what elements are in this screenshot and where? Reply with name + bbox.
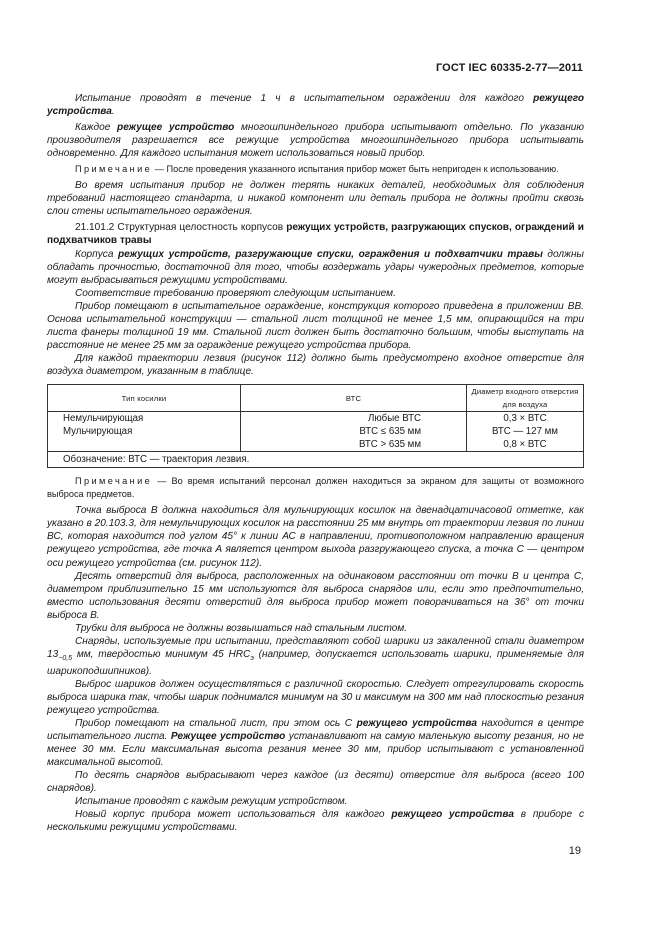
table-header-row bbox=[48, 384, 584, 411]
table-header-diameter: Диаметр входного отверстия для воздуха bbox=[467, 384, 584, 411]
paragraph-ball-speed: Выброс шариков должен осуществляться с различной скоростью. Следует отрегулировать скорость выброса шарика так, чтобы шарик поднимался минимум на 30 и максимум на 300 мм над плоскостью резания режущего устройства. bbox=[47, 678, 584, 717]
paragraph-test-enclosure: Прибор помещают в испытательное ограждение, конструкция которого приведена в приложении ВВ. Основа испытательной конструкции — стальной лист толщиной не менее 1,5 мм, опирающийся на три листа фанеры толщиной 19 мм. Стальной лист должен быть достаточно большим, чтобы выступать на расстояние не менее 25 мм за ограждение режущего устройства прибора. bbox=[47, 300, 584, 351]
paragraph-air-inlet: Для каждой траектории лезвия (рисунок 112) должно быть предусмотрено входное отверстие для воздуха диаметром, указанным в таблице. bbox=[47, 352, 584, 377]
table-cell-types: Немульчирующая Мульчирующая bbox=[48, 412, 241, 452]
clause-21-101-2: 21.101.2 Структурная целостность корпусов режущих устройств, разгружающих спусков, ограждений и подхватчиков травы bbox=[47, 222, 584, 247]
page-content bbox=[47, 92, 584, 835]
document-code-header: ГОСТ IEC 60335-2-77—2011 bbox=[435, 62, 583, 74]
paragraph-housings-strength: Корпуса режущих устройств, разгружающие спуски, ограждения и подхватчики травы должны обладать прочностью, достаточной для того, чтобы воздержать удары чужеродных предметов, которые могут выбрасываться режущими устройствами. bbox=[47, 248, 584, 286]
paragraph-projectiles: Снаряды, используемые при испытании, представляют собой шарики из закаленной стали диаметром $13_{-0,5}$ мм, твердостью минимум 45 $HRC_э$ (например, допускается использовать шарики, применяемые для шарикоподшипников). bbox=[47, 635, 584, 677]
air-inlet-table bbox=[47, 384, 584, 468]
table-row bbox=[48, 412, 584, 452]
paragraph-tubes: Трубки для выброса не должны возвышаться над стальным листом. bbox=[75, 622, 408, 634]
paragraph-multispindle: Каждое режущее устройство многошпиндельного прибора испытывают отдельно. По указанию производителя разрешается все режущие устройства многошпиндельного прибора испытывать одновременно. Для каждого испытания может использоваться новый прибор. bbox=[47, 122, 584, 160]
table-footnote-row bbox=[48, 452, 584, 468]
paragraph-ten-projectiles: По десять снарядов выбрасывают через каждое (из десяти) отверстие для выброса (всего 100 снарядов). bbox=[47, 770, 584, 795]
paragraph-ten-holes: Десять отверстий для выброса, расположенных на одинаковом расстоянии от точки В и центра С, диаметром приблизительно 15 мм используются для выброса снарядов или, если это предпочтительно, вместо использования десяти отверстий для выброса прибор может поворачиваться на 36° от точки выброса В. bbox=[47, 570, 584, 621]
table-footnote: Обозначение: ВТС — траектория лезвия. bbox=[48, 452, 584, 468]
paragraph-test-duration: Испытание проводят в течение 1 ч в испытательном ограждении для каждого режущего устройства. bbox=[47, 93, 584, 118]
table-header-btc: ВТС bbox=[241, 384, 467, 411]
table-header-mower-type: Тип косилки bbox=[48, 384, 241, 411]
paragraph-each-device: Испытание проводят с каждым режущим устройством. bbox=[75, 796, 348, 808]
paragraph-compliance: Соответствие требованию проверяют следующим испытанием. bbox=[75, 287, 396, 299]
note-after-test: Примечание — После проведения указанного испытания прибор может быть непригоден к использованию. bbox=[75, 164, 559, 175]
paragraph-no-parts-lost: Во время испытания прибор не должен терять никаких деталей, необходимых для соблюдения требований настоящего стандарта, и никакой компонент или деталь прибора не должны пройти сквозь слои стены испытательного ограждения. bbox=[47, 180, 584, 218]
paragraph-placement: Прибор помещают на стальной лист, при этом ось С режущего устройства находится в центре испытательного листа. Режущее устройство устанавливают на самую маленькую высоту резания, но не менее 30 мм. Если максимальная высота резания менее 30 мм, прибор испытывают с установленной максимальной высотой. bbox=[47, 718, 584, 769]
note-personnel-screen: Примечание — Во время испытаний персонал должен находиться за экраном для защиты от возможного выброса предметов. bbox=[47, 476, 584, 500]
table-cell-diameter: 0,3 × ВТС ВТС — 127 мм 0,8 × ВТС bbox=[467, 412, 584, 452]
table-cell-btc: Любые ВТС ВТС ≤ 635 мм ВТС > 635 мм bbox=[241, 412, 467, 452]
page-number: 19 bbox=[568, 845, 581, 857]
paragraph-discharge-point: Точка выброса В должна находиться для мульчирующих косилок на двенадцатичасовой отметке, как указано в 20.103.3, для немульчирующих косилок на расстоянии 25 мм внутрь от траектории лезвия по линии ВС, которая находится под углом 45° к линии АС в направлении, противоположном направлению вращения режущего устройства, где точка А является центром выхода разгружающего спуска, а точка С — центром оси режущего устройства (см. рисунок 112). bbox=[47, 505, 584, 569]
paragraph-new-housing: Новый корпус прибора может использоваться для каждого режущего устройства в приборе с несколькими режущими устройствами. bbox=[47, 809, 585, 834]
